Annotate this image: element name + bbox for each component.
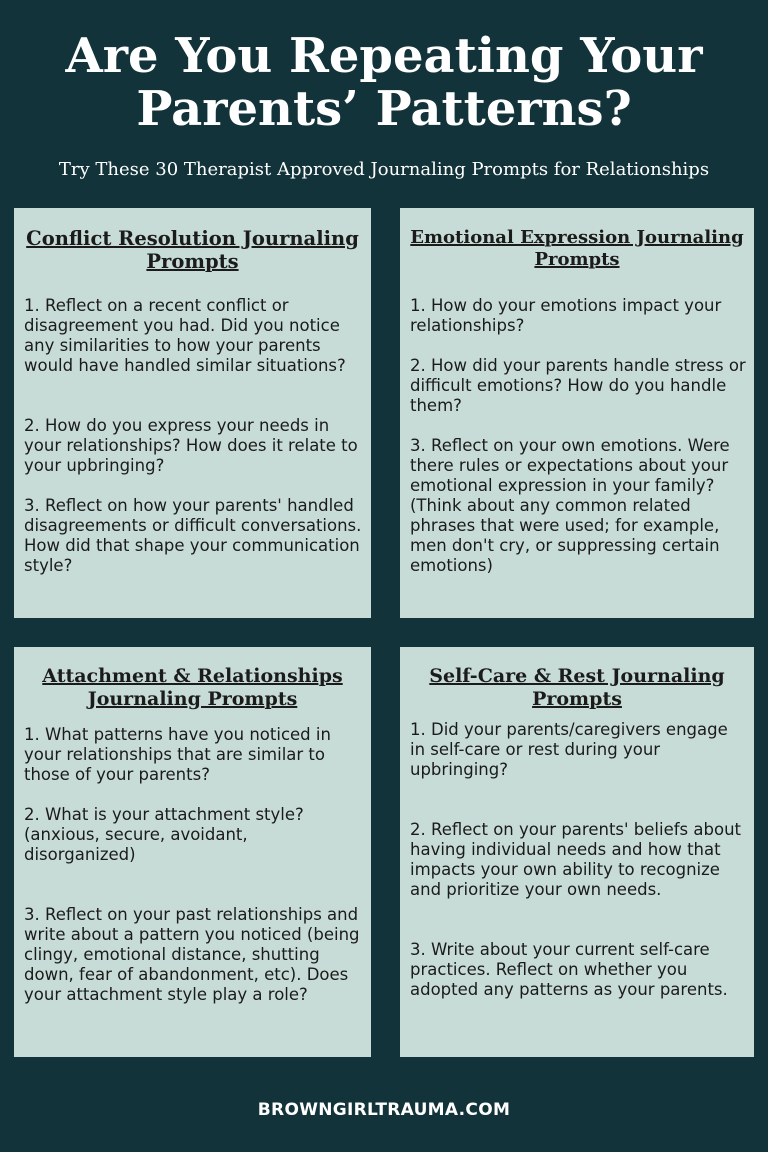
card-title — [404, 665, 750, 711]
prompt-item: 2. Reflect on your parents' beliefs about having individual needs and how that impacts your own ability to recognize and prioritize your own needs. — [410, 820, 741, 899]
card-title — [18, 665, 367, 711]
card-title-line-1: Emotional Expression Journaling — [410, 227, 744, 248]
prompt-item: 3. Reflect on how your parents' handled disagreements or difficult conversations. How did that shape your communication style? — [24, 496, 362, 575]
footer-website: BROWNGIRLTRAUMA.COM — [257, 1100, 511, 1120]
prompt-item: 2. What is your attachment style? (anxious, secure, avoidant, disorganized) — [24, 805, 304, 864]
prompt-item: 1. Reflect on a recent conflict or disagreement you had. Did you notice any similarities to how your parents would have handled similar situations? — [24, 296, 346, 375]
card-title-line-2: Prompts — [146, 250, 239, 273]
card-title-line-2: Prompts — [532, 688, 622, 710]
card-title-line-2: Prompts — [534, 249, 620, 270]
card-title — [18, 227, 367, 273]
page-title-line-2: Parents’ Patterns? — [136, 81, 632, 137]
card-title-line-1: Attachment & Relationships — [42, 665, 343, 687]
card-conflict-resolution — [14, 208, 371, 618]
page-title — [0, 30, 768, 136]
page-subtitle: Try These 30 Therapist Approved Journaling Prompts for Relationships — [58, 159, 710, 180]
prompt-item: 3. Reflect on your past relationships and write about a pattern you noticed (being clingy, emotional distance, shutting down, fear of abandonment, etc). Does your attachment style play a role? — [24, 905, 360, 1004]
page-title-line-1: Are You Repeating Your — [65, 28, 703, 84]
card-title-line-1: Self-Care & Rest Journaling — [429, 665, 725, 687]
prompt-item: 1. What patterns have you noticed in your relationships that are similar to those of your parents? — [24, 725, 331, 784]
card-title — [404, 227, 750, 271]
prompt-item: 1. Did your parents/caregivers engage in self-care or rest during your upbringing? — [410, 720, 728, 779]
card-title-line-2: Journaling Prompts — [87, 688, 298, 710]
card-attachment-relationships — [14, 647, 371, 1057]
prompt-item: 2. How do you express your needs in your relationships? How does it relate to your upbringing? — [24, 416, 358, 475]
card-self-care-rest — [400, 647, 754, 1057]
prompt-item: 2. How did your parents handle stress or difficult emotions? How do you handle them? — [410, 356, 746, 415]
card-emotional-expression — [400, 208, 754, 618]
card-title-line-1: Conflict Resolution Journaling — [26, 227, 359, 250]
prompt-item: 3. Reflect on your own emotions. Were there rules or expectations about your emotional expression in your family? (Think about any common related phrases that were used; for example, men don't cry, or suppressing certain emotions) — [410, 436, 730, 575]
prompt-item: 1. How do your emotions impact your relationships? — [410, 296, 722, 335]
prompt-item: 3. Write about your current self-care practices. Reflect on whether you adopted any patterns as your parents. — [410, 940, 728, 999]
